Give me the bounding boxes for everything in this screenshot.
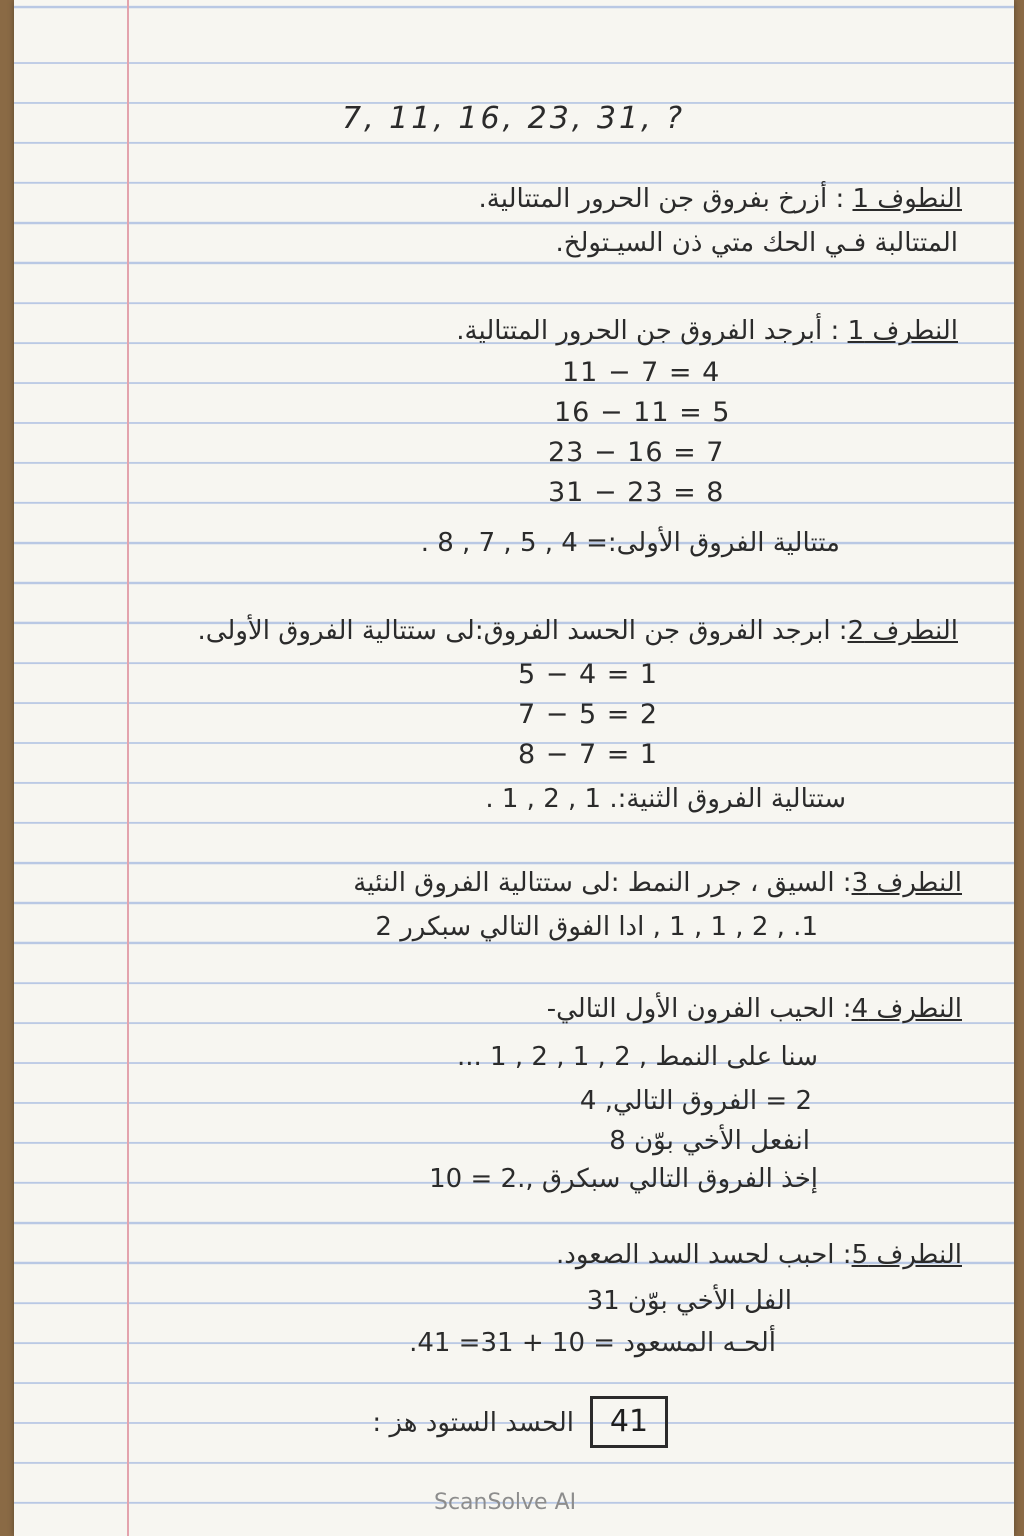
step5-heading bbox=[556, 1238, 962, 1272]
watermark: ScanSolve AI bbox=[434, 1490, 577, 1515]
step3-label: النطرف 3 bbox=[851, 868, 962, 898]
step4-line-1: سنا على النمط , 2 , 1 , 2 , 1 ... bbox=[456, 1042, 818, 1072]
step3-heading bbox=[353, 866, 962, 900]
step3-text: : السيق ، جرر النمط :لى ستتالية الفروق النئية bbox=[353, 868, 852, 898]
step2-equation-2: 7 − 5 = 2 bbox=[518, 699, 659, 730]
step2-summary: ستتالية الفروق الثنية:. 1 , 2 , 1 . bbox=[485, 784, 846, 814]
step4-line-3: انفعل الأخي بوّن 8 bbox=[609, 1126, 810, 1156]
step4-line-2: 2 = الفروق التالي, 4 bbox=[579, 1086, 812, 1116]
step4-line-4: إخذ الفروق التالي سبكرق ,.2 = 10 bbox=[429, 1164, 818, 1194]
sequence-problem: 7, 11, 16, 23, 31, ? bbox=[342, 101, 686, 136]
step1-equation-2: 16 − 11 = 5 bbox=[554, 397, 731, 428]
step5-text: : احبب لحسد السد الصعود. bbox=[556, 1240, 852, 1270]
step4-heading bbox=[547, 992, 962, 1026]
final-answer-label: الحسد الستود هز : bbox=[372, 1408, 574, 1438]
step2-heading bbox=[197, 614, 958, 648]
intro-text: : أزرخ بفروق جن الحرور المتتالية. bbox=[478, 184, 853, 214]
step3-line-2: 1. , 2 , 1 , 1 , ادا الفوق التالي سبكرر 2 bbox=[375, 912, 818, 942]
step2-equation-1: 5 − 4 = 1 bbox=[518, 659, 659, 690]
step2-text: : ابرجد الفروق جن الحسد الفروق:لى ستتالية الفروق الأولى. bbox=[197, 616, 848, 646]
step1-equation-1: 11 − 7 = 4 bbox=[562, 357, 721, 388]
step4-text: : الحيب الفرون الأول التالي- bbox=[546, 994, 852, 1024]
step1-summary: متتالية الفروق الأولى:= 4 , 5 , 7 , 8 . bbox=[420, 528, 840, 558]
notebook-page bbox=[14, 0, 1014, 1536]
step1-text: : أبرجد الفروق جن الحرور المتتالية. bbox=[456, 316, 848, 346]
intro-step-label: النطوف 1 bbox=[852, 184, 962, 214]
intro-line-2: المتتالبة فـي الحك متي ذن السيـتولخ. bbox=[555, 228, 958, 258]
final-answer-box: 41 bbox=[590, 1396, 668, 1448]
step2-equation-3: 8 − 7 = 1 bbox=[518, 739, 659, 770]
step4-label: النطرف 4 bbox=[851, 994, 962, 1024]
step5-line-1: الفل الأخي بوّن 31 bbox=[586, 1286, 792, 1316]
step1-equation-3: 23 − 16 = 7 bbox=[548, 437, 725, 468]
step5-line-2: ألحـه المسعود = 10 + 31= 41. bbox=[409, 1328, 776, 1358]
intro-line-1 bbox=[479, 182, 962, 216]
step1-heading bbox=[456, 314, 958, 348]
step5-label: النطرف 5 bbox=[851, 1240, 962, 1270]
step1-label: النطرف 1 bbox=[847, 316, 958, 346]
step2-label: النطرف 2 bbox=[847, 616, 958, 646]
margin-line bbox=[127, 0, 129, 1536]
step1-equation-4: 31 − 23 = 8 bbox=[548, 477, 725, 508]
